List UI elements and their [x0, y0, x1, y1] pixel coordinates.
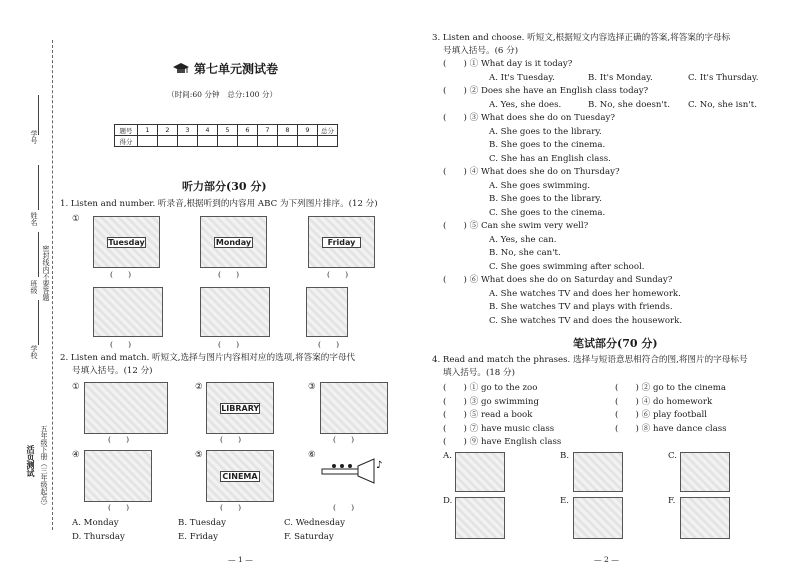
q4-picture-f — [680, 497, 730, 539]
q2-number-5: ⑤ — [195, 450, 203, 460]
q4-letter-e: E. — [560, 496, 570, 506]
q3-option: A. She watches TV and does her homework. — [489, 288, 681, 299]
q3-instruction: 3. Listen and choose. 听短文,根据短文内容选择正确的答案,将答案的字母标 — [432, 33, 731, 43]
q3-question[interactable]: ( ) ⑤ Can she swim very well? — [443, 221, 589, 231]
q3-option: A. It's Tuesday. — [489, 72, 555, 83]
margin-no-answer: 密封线内不要答题 — [42, 245, 50, 301]
margin-class-line — [38, 232, 39, 277]
q2-picture-pool — [320, 382, 388, 434]
score-cell: 4 — [198, 125, 218, 136]
q2-instruction-2: 号填入括号。(12 分) — [72, 366, 153, 376]
q2-instruction: 2. Listen and match. 听短文,选择与图片内容相对应的选项,将答案的字母代 — [60, 353, 356, 363]
answer-paren[interactable]: ( ) — [333, 435, 355, 444]
score-row-points — [115, 136, 338, 147]
q3-option: B. She goes to the library. — [489, 194, 602, 204]
q3-instruction-2: 号填入括号。(6 分) — [443, 46, 519, 56]
q3-question[interactable]: ( ) ① What day is it today? — [443, 59, 573, 69]
q2-number-2: ② — [195, 382, 203, 392]
q2-option-c: C. Wednesday — [284, 518, 345, 528]
q2-number-6: ⑥ — [308, 450, 316, 460]
q4-phrase[interactable]: ( ) ⑦ have music class — [443, 423, 555, 434]
score-cell: 6 — [238, 125, 258, 136]
q3-option: B. She watches TV and plays with friends. — [489, 302, 673, 312]
margin-class-label: 班级 — [30, 280, 38, 294]
margin-side-title: 活页测试 — [26, 445, 36, 477]
score-cell: 5 — [218, 125, 238, 136]
q4-phrase[interactable]: ( ) ⑧ have dance class — [615, 423, 727, 434]
q4-picture-b — [573, 452, 623, 492]
q3-option: B. It's Monday. — [588, 72, 653, 83]
q3-option: A. Yes, she can. — [489, 234, 557, 245]
q3-question[interactable]: ( ) ③ What does she do on Tuesday? — [443, 113, 615, 123]
page-title: 第七单元测试卷 — [194, 62, 279, 76]
answer-paren[interactable]: ( ) — [108, 435, 130, 444]
answer-paren[interactable]: ( ) — [327, 270, 349, 279]
q1-picture-children — [200, 287, 270, 337]
written-title: 笔试部分(70 分) — [573, 337, 658, 350]
score-cell: 3 — [178, 125, 198, 136]
answer-paren[interactable]: ( ) — [333, 503, 355, 512]
score-cell: 得分 — [115, 136, 138, 147]
q3-option: C. She goes swimming after school. — [489, 261, 645, 272]
margin-side-sub: 五年级下册（三年级起点） — [40, 425, 48, 509]
q4-picture-a — [455, 452, 505, 492]
score-cell: 总分 — [318, 125, 338, 136]
q2-number-3: ③ — [308, 382, 316, 392]
q2-option-f: F. Saturday — [284, 532, 334, 542]
q4-phrase[interactable]: ( ) ③ go swimming — [443, 396, 539, 407]
margin-line — [52, 40, 53, 530]
trumpet-icon — [318, 456, 388, 486]
score-cell: 题号 — [115, 125, 138, 136]
answer-paren[interactable]: ( ) — [318, 340, 340, 349]
q2-option-a: A. Monday — [72, 518, 119, 528]
q4-picture-e — [573, 497, 623, 539]
q1-picture-friday: Friday — [308, 216, 375, 268]
q3-option: A. She goes to the library. — [489, 126, 602, 137]
margin-name-label: 姓名 — [30, 212, 38, 226]
q3-question[interactable]: ( ) ② Does she have an English class today? — [443, 86, 649, 96]
q1-picture-monday: Monday — [200, 216, 267, 268]
page-number-1: — 1 — — [228, 555, 253, 564]
q1-picture-tv — [93, 287, 163, 337]
svg-text:♪: ♪ — [376, 460, 383, 471]
margin-school-line — [38, 300, 39, 345]
q4-instruction-2: 填入括号。(18 分) — [443, 368, 515, 378]
q3-option: B. No, she can't. — [489, 248, 561, 258]
score-table — [114, 124, 338, 147]
q4-phrase[interactable]: ( ) ② go to the cinema — [615, 383, 726, 393]
score-cell: 2 — [158, 125, 178, 136]
q1-number: ① — [72, 214, 80, 224]
q4-phrase[interactable]: ( ) ⑤ read a book — [443, 410, 533, 420]
q3-option: B. No, she doesn't. — [588, 99, 670, 110]
q2-picture-library: LIBRARY — [206, 382, 274, 434]
score-cell: 9 — [298, 125, 318, 136]
score-row-number — [115, 125, 338, 136]
q2-option-e: E. Friday — [178, 532, 219, 542]
q3-option: B. She goes to the cinema. — [489, 140, 606, 150]
answer-paren[interactable]: ( ) — [218, 270, 240, 279]
answer-paren[interactable]: ( ) — [110, 340, 132, 349]
q3-option: C. She goes to the cinema. — [489, 207, 606, 218]
q4-letter-b: B. — [560, 451, 570, 461]
answer-paren[interactable]: ( ) — [108, 503, 130, 512]
q3-question[interactable]: ( ) ⑥ What does she do on Saturday and Sunday? — [443, 275, 673, 285]
q4-phrase[interactable]: ( ) ⑥ play football — [615, 410, 708, 420]
q3-option: C. She watches TV and does the housework. — [489, 315, 683, 326]
q4-letter-f: F. — [668, 496, 676, 506]
q4-picture-d — [455, 497, 505, 539]
answer-paren[interactable]: ( ) — [218, 340, 240, 349]
q4-phrase[interactable]: ( ) ⑨ have English class — [443, 437, 562, 447]
q2-number-1: ① — [72, 382, 80, 392]
q2-picture-cinema: CINEMA — [206, 450, 274, 502]
q2-option-b: B. Tuesday — [178, 518, 227, 528]
q2-number-4: ④ — [72, 450, 80, 460]
answer-paren[interactable]: ( ) — [220, 503, 242, 512]
q4-phrase[interactable]: ( ) ① go to the zoo — [443, 383, 538, 393]
q3-option: C. She has an English class. — [489, 153, 611, 164]
answer-paren[interactable]: ( ) — [110, 270, 132, 279]
title-icon — [172, 60, 190, 72]
q4-letter-a: A. — [443, 451, 452, 461]
q3-option: A. She goes swimming. — [489, 180, 591, 191]
q2-picture-classroom — [84, 382, 168, 434]
q1-instruction: 1. Listen and number. 听录音,根据听到的内容用 ABC 为下列图片排序。(12 分) — [60, 199, 378, 209]
q2-picture-kids — [84, 450, 152, 502]
listening-title: 听力部分(30 分) — [182, 180, 267, 193]
q3-option: C. It's Thursday. — [688, 72, 759, 83]
answer-paren[interactable]: ( ) — [220, 435, 242, 444]
q3-option: C. No, she isn't. — [688, 99, 757, 110]
margin-school-label: 学校 — [30, 345, 38, 359]
q1-picture-friends — [306, 287, 348, 337]
q2-option-d: D. Thursday — [72, 532, 125, 542]
score-cell: 8 — [278, 125, 298, 136]
margin-seat-line — [38, 95, 39, 135]
page-number-2: — 2 — — [594, 555, 619, 564]
score-cell: 1 — [138, 125, 158, 136]
q3-question[interactable]: ( ) ④ What does she do on Thursday? — [443, 167, 620, 177]
score-cell: 7 — [258, 125, 278, 136]
q4-letter-d: D. — [443, 496, 453, 506]
exam-info: （时间:60 分钟 总分:100 分） — [167, 90, 278, 99]
q4-letter-c: C. — [668, 451, 678, 461]
q3-option: A. Yes, she does. — [489, 99, 562, 110]
q1-picture-tuesday: Tuesday — [93, 216, 160, 268]
margin-seat-label: 学号 — [30, 130, 38, 144]
q4-instruction: 4. Read and match the phrases. 选择与短语意思相符合的图,将图片的字母标号 — [432, 355, 748, 365]
q4-picture-c — [680, 452, 730, 492]
q4-phrase[interactable]: ( ) ④ do homework — [615, 396, 713, 407]
margin-name-line — [38, 165, 39, 210]
